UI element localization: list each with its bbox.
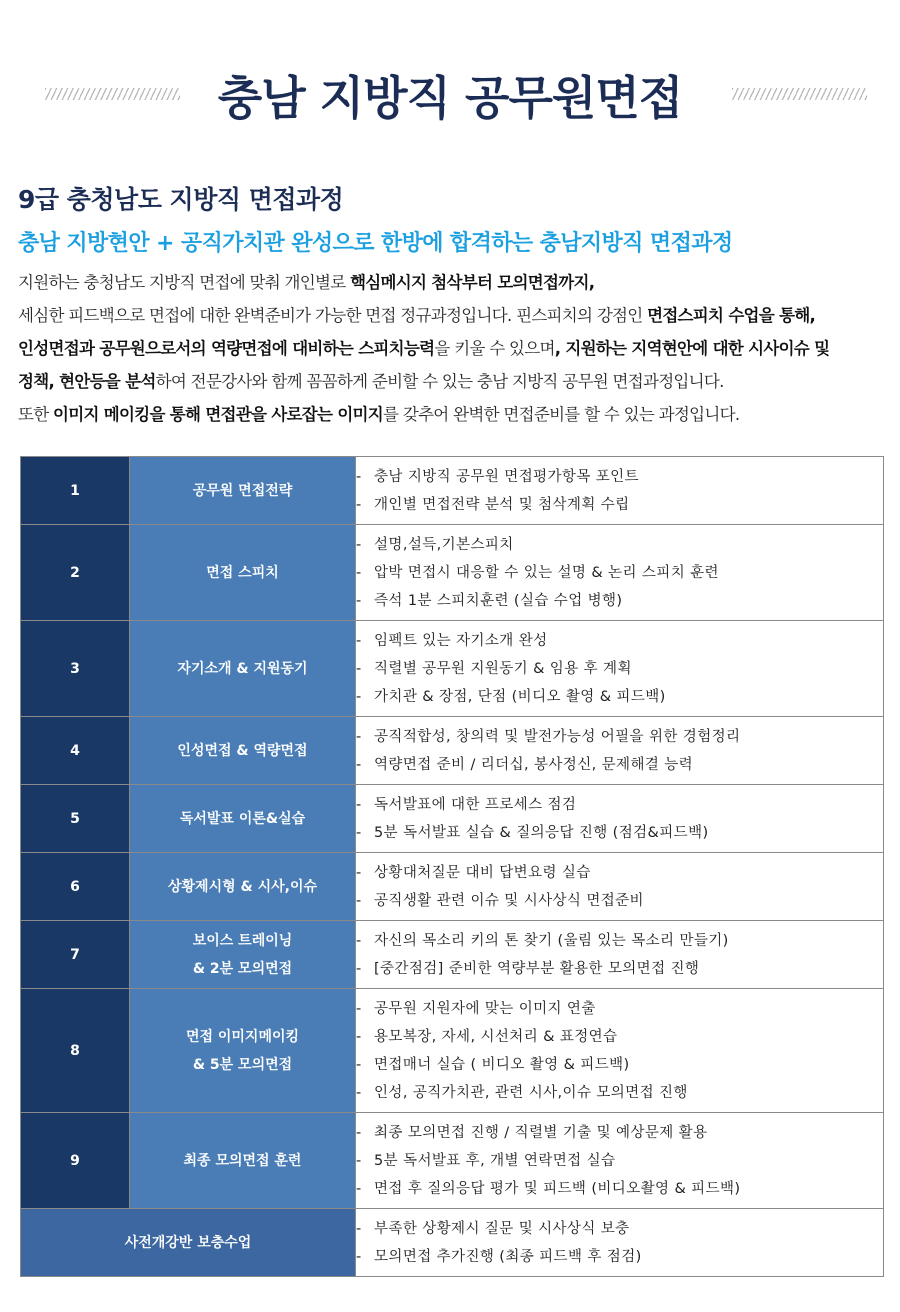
detail-text: 공직적합성, 창의력 및 발전가능성 어필을 위한 경험정리 <box>374 728 741 745</box>
session-topic-line: & 2분 모의면접 <box>192 960 293 977</box>
bullet-dash: - <box>356 1124 362 1141</box>
detail-text: 직렬별 공무원 지원동기 & 임용 후 계획 <box>374 660 632 677</box>
bullet-dash: - <box>356 660 362 677</box>
session-topic <box>130 621 356 717</box>
session-topic <box>130 1113 356 1209</box>
session-details <box>356 457 884 525</box>
detail-text: 면접매너 실습 ( 비디오 촬영 & 피드백) <box>374 1056 630 1073</box>
session-number: 2 <box>21 525 130 621</box>
description-line <box>18 365 888 398</box>
session-topic-line: 공무원 면접전략 <box>192 482 293 499</box>
session-number: 5 <box>21 785 130 853</box>
bullet-dash: - <box>356 932 362 949</box>
bullet-dash: - <box>356 892 362 909</box>
table-row <box>21 853 884 921</box>
page-title: 충남 지방직 공무원면접 <box>217 71 683 125</box>
session-topic <box>130 525 356 621</box>
session-number: 1 <box>21 457 130 525</box>
description-line <box>18 332 888 365</box>
bullet-dash: - <box>356 1152 362 1169</box>
detail-item <box>356 927 883 955</box>
extra-session-details <box>356 1209 884 1277</box>
description-text: 지원하는 충청남도 지방직 면접에 맞춰 개인별로 <box>18 273 351 292</box>
course-subtitle: 9급 충청남도 지방직 면접과정 <box>18 185 344 214</box>
description-emphasis: 이미지 메이킹을 통해 면접관을 사로잡는 이미지 <box>53 405 384 424</box>
session-number: 3 <box>21 621 130 717</box>
detail-item <box>356 683 883 711</box>
course-tagline: 충남 지방현안 + 공직가치관 완성으로 한방에 합격하는 충남지방직 면접과정 <box>18 231 733 256</box>
detail-item <box>356 587 883 615</box>
detail-item <box>356 1051 883 1079</box>
detail-item <box>356 531 883 559</box>
bullet-dash: - <box>356 1000 362 1017</box>
detail-item <box>356 1023 883 1051</box>
bullet-dash: - <box>356 960 362 977</box>
detail-item <box>356 995 883 1023</box>
hero-header <box>0 60 900 130</box>
bullet-dash: - <box>356 1220 362 1237</box>
description-text: 또한 <box>18 405 54 424</box>
detail-item <box>356 627 883 655</box>
detail-item <box>356 955 883 983</box>
table-row <box>21 457 884 525</box>
bullet-dash: - <box>356 1084 362 1101</box>
detail-item <box>356 1243 883 1271</box>
detail-text: 임펙트 있는 자기소개 완성 <box>374 632 548 649</box>
course-description <box>18 266 888 431</box>
bullet-dash: - <box>356 824 362 841</box>
detail-item <box>356 751 883 779</box>
description-line <box>18 299 888 332</box>
detail-text: 개인별 면접전략 분석 및 첨삭계획 수립 <box>374 496 630 513</box>
detail-item <box>356 655 883 683</box>
description-text: 하여 전문강사와 함께 꼼꼼하게 준비할 수 있는 충남 지방직 공무원 면접과정입니다. <box>155 372 724 391</box>
bullet-dash: - <box>356 468 362 485</box>
table-row <box>21 525 884 621</box>
session-topic-line: 면접 이미지메이킹 <box>185 1028 300 1045</box>
table-row <box>21 1113 884 1209</box>
bullet-dash: - <box>356 592 362 609</box>
table-row <box>21 921 884 989</box>
session-topic-line: 최종 모의면접 훈련 <box>183 1152 302 1169</box>
detail-text: 자신의 목소리 키의 톤 찾기 (울림 있는 목소리 만들기) <box>374 932 729 949</box>
detail-item <box>356 791 883 819</box>
detail-text: 공직생활 관련 이슈 및 시사상식 면접준비 <box>374 892 644 909</box>
bullet-dash: - <box>356 864 362 881</box>
description-emphasis: 인성면접과 공무원으로서의 역량면접에 대비하는 스피치능력 <box>18 339 435 358</box>
detail-text: 충남 지방직 공무원 면접평가항목 포인트 <box>374 468 639 485</box>
curriculum-table <box>20 456 884 1277</box>
detail-text: 독서발표에 대한 프로세스 점검 <box>374 796 577 813</box>
bullet-dash: - <box>356 728 362 745</box>
description-emphasis: 면접스피치 수업을 통해, <box>647 306 816 325</box>
decorative-hatch-right <box>732 88 867 100</box>
extra-session-topic: 사전개강반 보충수업 <box>21 1209 356 1277</box>
session-details <box>356 921 884 989</box>
detail-text: 모의면접 추가진행 (최종 피드백 후 점검) <box>374 1248 642 1265</box>
session-topic-line: 면접 스피치 <box>206 564 279 581</box>
detail-item <box>356 1147 883 1175</box>
session-number: 6 <box>21 853 130 921</box>
bullet-dash: - <box>356 536 362 553</box>
detail-text: 5분 독서발표 후, 개별 연락면접 실습 <box>374 1152 616 1169</box>
session-topic-line: & 5분 모의면접 <box>192 1056 293 1073</box>
session-details <box>356 621 884 717</box>
detail-text: 상황대처질문 대비 답변요령 실습 <box>374 864 591 881</box>
detail-text: 공무원 지원자에 맞는 이미지 연출 <box>374 1000 596 1017</box>
detail-text: 부족한 상황제시 질문 및 시사상식 보충 <box>374 1220 630 1237</box>
description-text: 세심한 피드백으로 면접에 대한 완벽준비가 가능한 면접 정규과정입니다. 핀스피치의 강점인 <box>18 306 648 325</box>
detail-item <box>356 859 883 887</box>
table-row <box>21 785 884 853</box>
detail-item <box>356 1175 883 1203</box>
description-line <box>18 398 888 431</box>
session-number: 8 <box>21 989 130 1113</box>
session-details <box>356 785 884 853</box>
detail-item <box>356 887 883 915</box>
detail-text: 설명,설득,기본스피치 <box>374 536 514 553</box>
session-details <box>356 717 884 785</box>
session-number: 9 <box>21 1113 130 1209</box>
detail-text: 5분 독서발표 실습 & 질의응답 진행 (점검&피드백) <box>374 824 709 841</box>
session-number: 4 <box>21 717 130 785</box>
detail-item <box>356 1119 883 1147</box>
description-emphasis: 핵심메시지 첨삭부터 모의면접까지, <box>350 273 595 292</box>
detail-text: 면접 후 질의응답 평가 및 피드백 (비디오촬영 & 피드백) <box>374 1180 741 1197</box>
detail-item <box>356 491 883 519</box>
session-details <box>356 525 884 621</box>
session-topic-line: 독서발표 이론&실습 <box>179 810 306 827</box>
detail-text: [중간점검] 준비한 역량부분 활용한 모의면접 진행 <box>374 960 700 977</box>
table-row <box>21 621 884 717</box>
bullet-dash: - <box>356 564 362 581</box>
table-row <box>21 717 884 785</box>
detail-item <box>356 1079 883 1107</box>
bullet-dash: - <box>356 1028 362 1045</box>
curriculum-body <box>21 457 884 1277</box>
session-details <box>356 989 884 1113</box>
session-topic <box>130 717 356 785</box>
session-topic-line: 보이스 트레이닝 <box>192 932 293 949</box>
description-emphasis: , 지원하는 지역현안에 대한 시사이슈 및 <box>554 339 830 358</box>
bullet-dash: - <box>356 1248 362 1265</box>
detail-item <box>356 1215 883 1243</box>
session-number: 7 <box>21 921 130 989</box>
detail-item <box>356 723 883 751</box>
table-row-extra <box>21 1209 884 1277</box>
session-details <box>356 1113 884 1209</box>
session-topic <box>130 921 356 989</box>
description-emphasis: 정책, 현안등을 분석 <box>18 372 156 391</box>
bullet-dash: - <box>356 1180 362 1197</box>
detail-text: 압박 면접시 대응할 수 있는 설명 & 논리 스피치 훈련 <box>374 564 719 581</box>
session-topic <box>130 989 356 1113</box>
bullet-dash: - <box>356 632 362 649</box>
session-topic-line: 상황제시형 & 시사,이슈 <box>168 878 317 895</box>
detail-item <box>356 559 883 587</box>
detail-text: 인성, 공직가치관, 관련 시사,이슈 모의면접 진행 <box>374 1084 688 1101</box>
detail-text: 가치관 & 장점, 단점 (비디오 촬영 & 피드백) <box>374 688 666 705</box>
description-text: 를 갖추어 완벽한 면접준비를 할 수 있는 과정입니다. <box>383 405 740 424</box>
session-topic <box>130 853 356 921</box>
bullet-dash: - <box>356 688 362 705</box>
detail-text: 용모복장, 자세, 시선처리 & 표정연습 <box>374 1028 618 1045</box>
detail-text: 역량면접 준비 / 리더십, 봉사정신, 문제해결 능력 <box>374 756 694 773</box>
session-topic-line: 인성면접 & 역량면접 <box>177 742 308 759</box>
detail-item <box>356 463 883 491</box>
table-row <box>21 989 884 1113</box>
session-topic <box>130 785 356 853</box>
detail-text: 최종 모의면접 진행 / 직렬별 기출 및 예상문제 활용 <box>374 1124 708 1141</box>
detail-text: 즉석 1분 스피치훈련 (실습 수업 병행) <box>374 592 623 609</box>
detail-item <box>356 819 883 847</box>
bullet-dash: - <box>356 756 362 773</box>
bullet-dash: - <box>356 796 362 813</box>
description-line <box>18 266 888 299</box>
bullet-dash: - <box>356 496 362 513</box>
description-text: 을 키울 수 있으며 <box>434 339 555 358</box>
bullet-dash: - <box>356 1056 362 1073</box>
session-topic <box>130 457 356 525</box>
session-details <box>356 853 884 921</box>
session-topic-line: 자기소개 & 지원동기 <box>177 660 308 677</box>
